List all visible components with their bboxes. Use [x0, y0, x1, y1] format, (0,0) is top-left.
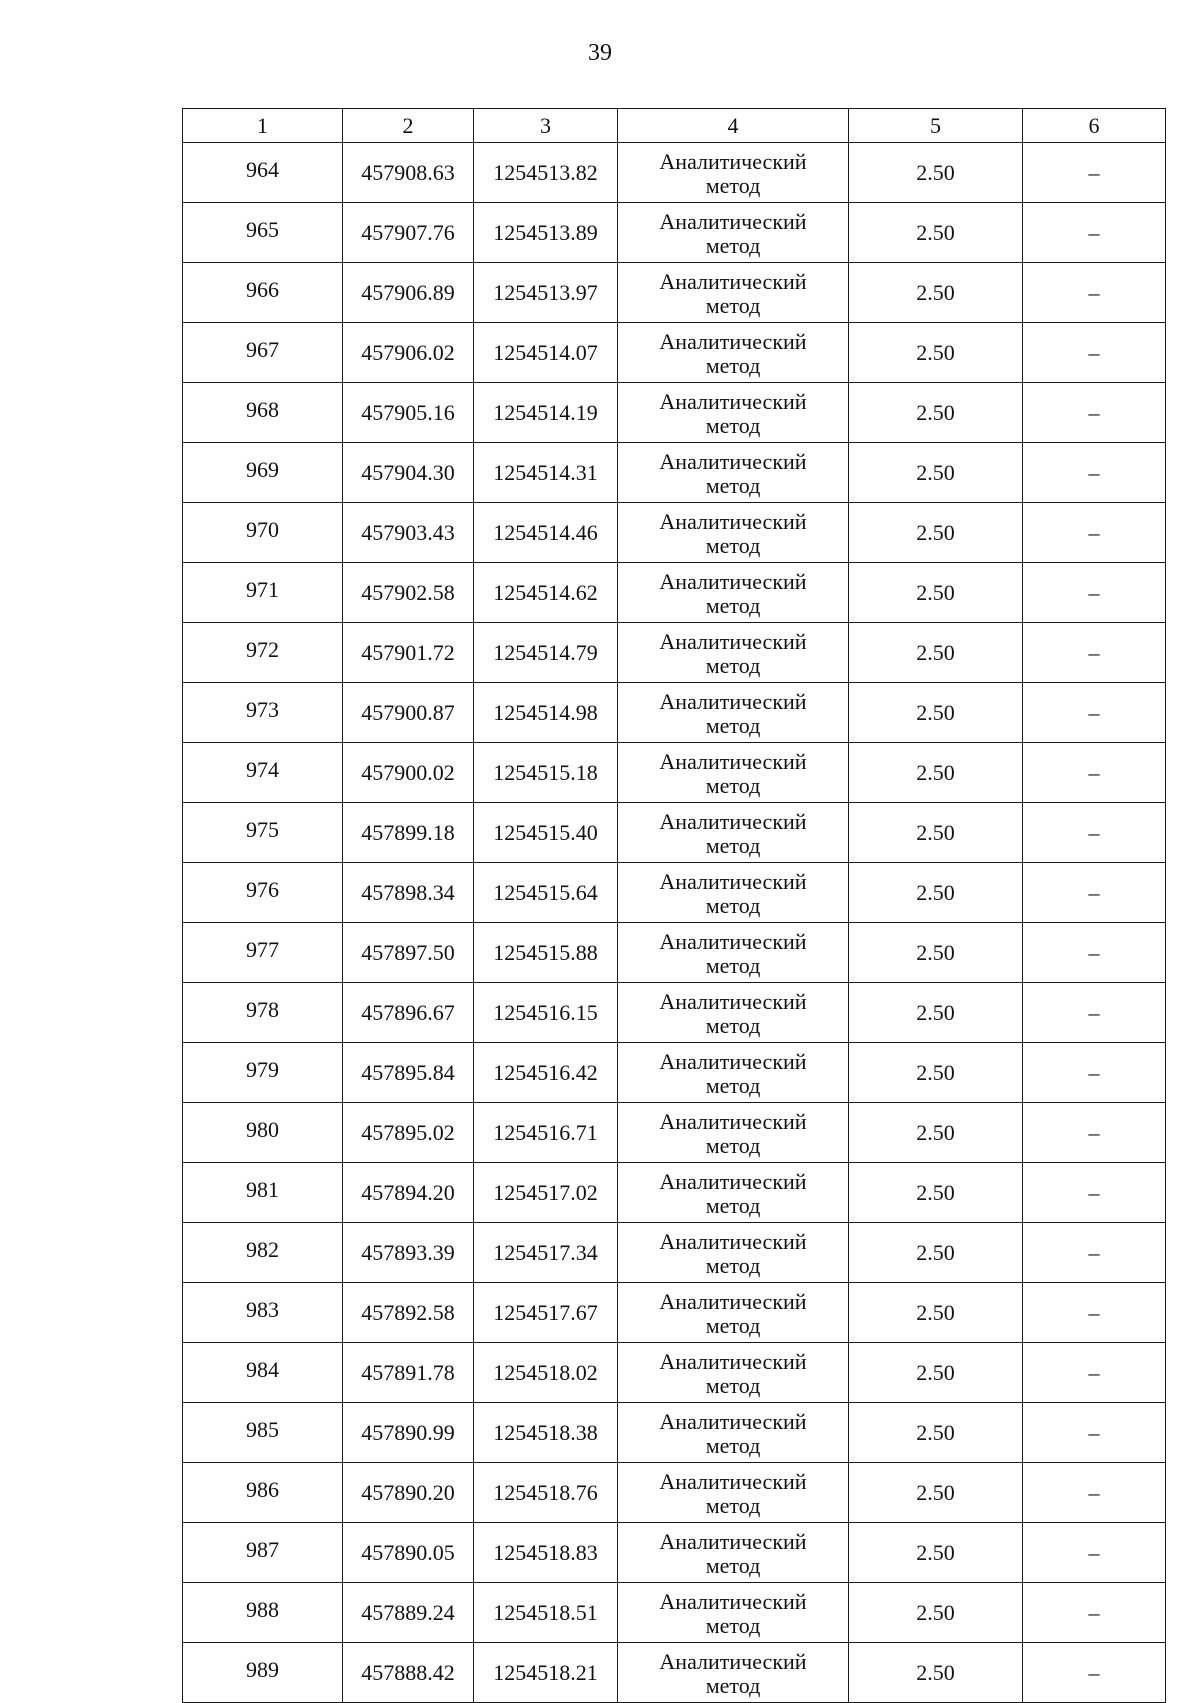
point-number-cell: 967	[183, 323, 343, 383]
method-line-2: метод	[705, 1372, 761, 1398]
note-cell: –	[1023, 1583, 1166, 1643]
point-number-cell: 978	[183, 983, 343, 1043]
method-cell	[618, 563, 849, 623]
y-coordinate-cell: 1254514.62	[474, 563, 618, 623]
header-row	[183, 109, 1166, 143]
method-line-2: метод	[705, 472, 761, 498]
point-number-cell: 974	[183, 743, 343, 803]
method-line-1: Аналитический	[659, 208, 807, 234]
method-cell	[618, 1643, 849, 1703]
y-coordinate-cell: 1254516.71	[474, 1103, 618, 1163]
y-coordinate-cell: 1254513.89	[474, 203, 618, 263]
note-cell: –	[1023, 1643, 1166, 1703]
table-row	[183, 323, 1166, 383]
note-cell: –	[1023, 1223, 1166, 1283]
precision-cell: 2.50	[849, 683, 1023, 743]
method-line-2: метод	[705, 1012, 761, 1038]
precision-cell: 2.50	[849, 203, 1023, 263]
point-number-cell: 973	[183, 683, 343, 743]
precision-cell: 2.50	[849, 623, 1023, 683]
table-row	[183, 1643, 1166, 1703]
point-number-cell: 968	[183, 383, 343, 443]
note-cell: –	[1023, 683, 1166, 743]
table-row	[183, 923, 1166, 983]
x-coordinate-cell: 457888.42	[343, 1643, 474, 1703]
method-cell	[618, 443, 849, 503]
y-coordinate-cell: 1254518.76	[474, 1463, 618, 1523]
method-line-2: метод	[705, 232, 761, 258]
method-line-1: Аналитический	[659, 868, 807, 894]
header-col-3: 3	[474, 109, 618, 143]
method-cell	[618, 383, 849, 443]
x-coordinate-cell: 457900.02	[343, 743, 474, 803]
table-row	[183, 743, 1166, 803]
method-line-1: Аналитический	[659, 988, 807, 1014]
note-cell: –	[1023, 1403, 1166, 1463]
precision-cell: 2.50	[849, 1223, 1023, 1283]
method-line-1: Аналитический	[659, 1408, 807, 1434]
point-number-cell: 971	[183, 563, 343, 623]
method-line-1: Аналитический	[659, 1288, 807, 1314]
point-number-cell: 970	[183, 503, 343, 563]
method-cell	[618, 1343, 849, 1403]
y-coordinate-cell: 1254518.21	[474, 1643, 618, 1703]
x-coordinate-cell: 457895.02	[343, 1103, 474, 1163]
x-coordinate-cell: 457905.16	[343, 383, 474, 443]
method-line-1: Аналитический	[659, 508, 807, 534]
y-coordinate-cell: 1254518.51	[474, 1583, 618, 1643]
method-line-2: метод	[705, 352, 761, 378]
table-row	[183, 143, 1166, 203]
method-line-1: Аналитический	[659, 268, 807, 294]
table-row	[183, 1223, 1166, 1283]
x-coordinate-cell: 457898.34	[343, 863, 474, 923]
table-row	[183, 263, 1166, 323]
y-coordinate-cell: 1254516.15	[474, 983, 618, 1043]
note-cell: –	[1023, 863, 1166, 923]
y-coordinate-cell: 1254514.79	[474, 623, 618, 683]
method-cell	[618, 1223, 849, 1283]
method-line-2: метод	[705, 1132, 761, 1158]
method-cell	[618, 683, 849, 743]
method-cell	[618, 503, 849, 563]
table-row	[183, 1403, 1166, 1463]
method-cell	[618, 1163, 849, 1223]
note-cell: –	[1023, 1283, 1166, 1343]
precision-cell: 2.50	[849, 1043, 1023, 1103]
precision-cell: 2.50	[849, 383, 1023, 443]
method-cell	[618, 1523, 849, 1583]
table-row	[183, 1283, 1166, 1343]
method-line-1: Аналитический	[659, 928, 807, 954]
point-number-cell: 989	[183, 1643, 343, 1703]
x-coordinate-cell: 457889.24	[343, 1583, 474, 1643]
method-cell	[618, 1463, 849, 1523]
precision-cell: 2.50	[849, 923, 1023, 983]
point-number-cell: 976	[183, 863, 343, 923]
method-line-2: метод	[705, 292, 761, 318]
table-row	[183, 1103, 1166, 1163]
table-row	[183, 1523, 1166, 1583]
method-cell	[618, 743, 849, 803]
note-cell: –	[1023, 1343, 1166, 1403]
precision-cell: 2.50	[849, 443, 1023, 503]
method-cell	[618, 203, 849, 263]
precision-cell: 2.50	[849, 1643, 1023, 1703]
method-line-2: метод	[705, 1432, 761, 1458]
y-coordinate-cell: 1254515.18	[474, 743, 618, 803]
precision-cell: 2.50	[849, 1283, 1023, 1343]
method-line-1: Аналитический	[659, 1228, 807, 1254]
precision-cell: 2.50	[849, 1403, 1023, 1463]
point-number-cell: 985	[183, 1403, 343, 1463]
point-number-cell: 983	[183, 1283, 343, 1343]
table-row	[183, 983, 1166, 1043]
y-coordinate-cell: 1254514.98	[474, 683, 618, 743]
method-line-2: метод	[705, 1612, 761, 1638]
y-coordinate-cell: 1254515.88	[474, 923, 618, 983]
y-coordinate-cell: 1254518.83	[474, 1523, 618, 1583]
x-coordinate-cell: 457896.67	[343, 983, 474, 1043]
y-coordinate-cell: 1254513.97	[474, 263, 618, 323]
table-row	[183, 683, 1166, 743]
y-coordinate-cell: 1254515.64	[474, 863, 618, 923]
note-cell: –	[1023, 623, 1166, 683]
y-coordinate-cell: 1254514.19	[474, 383, 618, 443]
point-number-cell: 965	[183, 203, 343, 263]
header-col-1: 1	[183, 109, 343, 143]
table-row	[183, 1043, 1166, 1103]
method-cell	[618, 803, 849, 863]
note-cell: –	[1023, 803, 1166, 863]
method-cell	[618, 623, 849, 683]
x-coordinate-cell: 457901.72	[343, 623, 474, 683]
note-cell: –	[1023, 923, 1166, 983]
precision-cell: 2.50	[849, 323, 1023, 383]
precision-cell: 2.50	[849, 1523, 1023, 1583]
method-line-1: Аналитический	[659, 1588, 807, 1614]
x-coordinate-cell: 457890.05	[343, 1523, 474, 1583]
x-coordinate-cell: 457907.76	[343, 203, 474, 263]
method-line-1: Аналитический	[659, 148, 807, 174]
point-number-cell: 964	[183, 143, 343, 203]
y-coordinate-cell: 1254517.02	[474, 1163, 618, 1223]
table-row	[183, 563, 1166, 623]
table-body	[183, 143, 1166, 1703]
method-cell	[618, 863, 849, 923]
point-number-cell: 981	[183, 1163, 343, 1223]
precision-cell: 2.50	[849, 563, 1023, 623]
point-number-cell: 986	[183, 1463, 343, 1523]
table-row	[183, 503, 1166, 563]
method-line-1: Аналитический	[659, 748, 807, 774]
header-col-5: 5	[849, 109, 1023, 143]
method-line-2: метод	[705, 412, 761, 438]
point-number-cell: 977	[183, 923, 343, 983]
method-line-2: метод	[705, 532, 761, 558]
method-line-2: метод	[705, 652, 761, 678]
method-line-1: Аналитический	[659, 1468, 807, 1494]
precision-cell: 2.50	[849, 263, 1023, 323]
method-line-1: Аналитический	[659, 1648, 807, 1674]
method-line-2: метод	[705, 1552, 761, 1578]
method-cell	[618, 323, 849, 383]
method-cell	[618, 143, 849, 203]
method-line-1: Аналитический	[659, 448, 807, 474]
point-number-cell: 969	[183, 443, 343, 503]
x-coordinate-cell: 457894.20	[343, 1163, 474, 1223]
note-cell: –	[1023, 1163, 1166, 1223]
precision-cell: 2.50	[849, 1163, 1023, 1223]
table-row	[183, 1583, 1166, 1643]
method-line-1: Аналитический	[659, 628, 807, 654]
y-coordinate-cell: 1254514.46	[474, 503, 618, 563]
y-coordinate-cell: 1254517.34	[474, 1223, 618, 1283]
note-cell: –	[1023, 1523, 1166, 1583]
precision-cell: 2.50	[849, 863, 1023, 923]
y-coordinate-cell: 1254518.02	[474, 1343, 618, 1403]
table-row	[183, 1463, 1166, 1523]
precision-cell: 2.50	[849, 1463, 1023, 1523]
y-coordinate-cell: 1254518.38	[474, 1403, 618, 1463]
method-line-2: метод	[705, 952, 761, 978]
precision-cell: 2.50	[849, 803, 1023, 863]
method-line-1: Аналитический	[659, 1348, 807, 1374]
precision-cell: 2.50	[849, 1343, 1023, 1403]
method-line-2: метод	[705, 1672, 761, 1698]
note-cell: –	[1023, 383, 1166, 443]
precision-cell: 2.50	[849, 1583, 1023, 1643]
note-cell: –	[1023, 503, 1166, 563]
point-number-cell: 982	[183, 1223, 343, 1283]
method-line-2: метод	[705, 1192, 761, 1218]
method-line-1: Аналитический	[659, 1108, 807, 1134]
y-coordinate-cell: 1254514.31	[474, 443, 618, 503]
method-line-2: метод	[705, 892, 761, 918]
note-cell: –	[1023, 203, 1166, 263]
method-line-2: метод	[705, 1252, 761, 1278]
x-coordinate-cell: 457890.99	[343, 1403, 474, 1463]
x-coordinate-cell: 457890.20	[343, 1463, 474, 1523]
note-cell: –	[1023, 563, 1166, 623]
point-number-cell: 987	[183, 1523, 343, 1583]
note-cell: –	[1023, 323, 1166, 383]
note-cell: –	[1023, 1463, 1166, 1523]
x-coordinate-cell: 457893.39	[343, 1223, 474, 1283]
method-line-2: метод	[705, 172, 761, 198]
x-coordinate-cell: 457906.02	[343, 323, 474, 383]
x-coordinate-cell: 457903.43	[343, 503, 474, 563]
x-coordinate-cell: 457902.58	[343, 563, 474, 623]
x-coordinate-cell: 457900.87	[343, 683, 474, 743]
table-row	[183, 623, 1166, 683]
y-coordinate-cell: 1254515.40	[474, 803, 618, 863]
note-cell: –	[1023, 263, 1166, 323]
method-line-1: Аналитический	[659, 328, 807, 354]
x-coordinate-cell: 457908.63	[343, 143, 474, 203]
note-cell: –	[1023, 1043, 1166, 1103]
note-cell: –	[1023, 143, 1166, 203]
table-row	[183, 1163, 1166, 1223]
table-row	[183, 863, 1166, 923]
y-coordinate-cell: 1254517.67	[474, 1283, 618, 1343]
method-line-2: метод	[705, 832, 761, 858]
method-line-2: метод	[705, 1492, 761, 1518]
point-number-cell: 984	[183, 1343, 343, 1403]
method-cell	[618, 1103, 849, 1163]
method-line-1: Аналитический	[659, 388, 807, 414]
page-number: 39	[588, 40, 612, 66]
x-coordinate-cell: 457895.84	[343, 1043, 474, 1103]
point-number-cell: 972	[183, 623, 343, 683]
header-col-6: 6	[1023, 109, 1166, 143]
point-number-cell: 980	[183, 1103, 343, 1163]
x-coordinate-cell: 457892.58	[343, 1283, 474, 1343]
y-coordinate-cell: 1254514.07	[474, 323, 618, 383]
note-cell: –	[1023, 1103, 1166, 1163]
method-line-2: метод	[705, 1072, 761, 1098]
precision-cell: 2.50	[849, 1103, 1023, 1163]
method-line-2: метод	[705, 592, 761, 618]
y-coordinate-cell: 1254516.42	[474, 1043, 618, 1103]
x-coordinate-cell: 457897.50	[343, 923, 474, 983]
method-line-1: Аналитический	[659, 1168, 807, 1194]
method-cell	[618, 983, 849, 1043]
table-row	[183, 383, 1166, 443]
method-line-1: Аналитический	[659, 1528, 807, 1554]
table-header	[183, 109, 1166, 143]
method-cell	[618, 1283, 849, 1343]
x-coordinate-cell: 457906.89	[343, 263, 474, 323]
header-col-4: 4	[618, 109, 849, 143]
x-coordinate-cell: 457904.30	[343, 443, 474, 503]
method-cell	[618, 923, 849, 983]
x-coordinate-cell: 457899.18	[343, 803, 474, 863]
table-row	[183, 203, 1166, 263]
header-col-2: 2	[343, 109, 474, 143]
method-line-2: метод	[705, 1312, 761, 1338]
precision-cell: 2.50	[849, 743, 1023, 803]
x-coordinate-cell: 457891.78	[343, 1343, 474, 1403]
note-cell: –	[1023, 983, 1166, 1043]
method-cell	[618, 1583, 849, 1643]
method-cell	[618, 263, 849, 323]
method-line-2: метод	[705, 712, 761, 738]
method-line-1: Аналитический	[659, 1048, 807, 1074]
table-row	[183, 1343, 1166, 1403]
table-row	[183, 443, 1166, 503]
method-cell	[618, 1403, 849, 1463]
table-row	[183, 803, 1166, 863]
precision-cell: 2.50	[849, 143, 1023, 203]
note-cell: –	[1023, 743, 1166, 803]
precision-cell: 2.50	[849, 503, 1023, 563]
method-line-1: Аналитический	[659, 688, 807, 714]
method-line-2: метод	[705, 772, 761, 798]
y-coordinate-cell: 1254513.82	[474, 143, 618, 203]
method-line-1: Аналитический	[659, 808, 807, 834]
method-line-1: Аналитический	[659, 568, 807, 594]
method-cell	[618, 1043, 849, 1103]
note-cell: –	[1023, 443, 1166, 503]
point-number-cell: 966	[183, 263, 343, 323]
point-number-cell: 979	[183, 1043, 343, 1103]
point-number-cell: 975	[183, 803, 343, 863]
coordinates-table	[182, 108, 1166, 1703]
point-number-cell: 988	[183, 1583, 343, 1643]
precision-cell: 2.50	[849, 983, 1023, 1043]
